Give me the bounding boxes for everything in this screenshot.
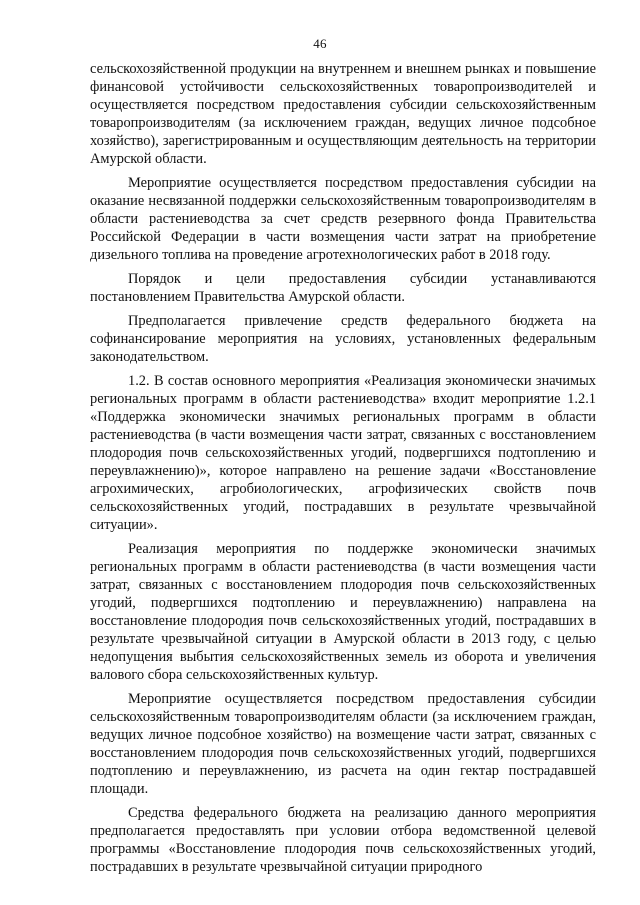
paragraph-federal-budget-condition: Средства федерального бюджета на реализацию данного мероприятия предполагается предоставлять при условии отбора ведомственной целевой программы «Восстановление плодородия почв сельскохозяйственных угодий, пострадавших в результате чрезвычайной ситуации природного [90,805,596,875]
paragraph-implementation: Реализация мероприятия по поддержке экономически значимых региональных программ в области растениеводства (в части возмещения части затрат, связанных с восстановлением плодородия почв сельскохозяйственных угодий, подвергшихся подтоплению и переувлажнению) направлена на восстановление плодородия почв сельскохозяйственных угодий, пострадавших в результате чрезвычайной ситуации в Амурской области в 2013 году, с целью недопущения выбытия сельскохозяйственных земель из оборота и увеличения валового сбора сельскохозяйственных культур. [90,541,596,683]
paragraph-section-1-2: 1.2. В состав основного мероприятия «Реализация экономически значимых региональных программ в области растениеводства» входит мероприятие 1.2.1 «Поддержка экономически значимых региональных программ в области растениеводства (в части возмещения части затрат, связанных с восстановлением плодородия почв сельскохозяйственных угодий, подвергшихся подтоплению и переувлажнению)», которое направлено на решение задачи «Восстановление агрохимических, агробиологических, агрофизических свойств почв сельскохозяйственных угодий, пострадавших в результате чрезвычайной ситуации». [90,373,596,533]
paragraph-measure-description: Мероприятие осуществляется посредством предоставления субсидии на оказание несвязанной поддержки сельскохозяйственным товаропроизводителям в области растениеводства за счет средств резервного фонда Правительства Российской Федерации в части возмещения части затрат на приобретение дизельного топлива на проведение агротехнологических работ в 2018 году. [90,175,596,263]
paragraph-subsidy-mechanism: Мероприятие осуществляется посредством предоставления субсидии сельскохозяйственным товаропроизводителям области (за исключением граждан, ведущих личное подсобное хозяйство) на возмещение части затрат, связанных с восстановлением плодородия почв сельскохозяйственных угодий, подвергшихся подтоплению и переувлажнению, из расчета на один гектар пострадавшей площади. [90,691,596,797]
paragraph-procedure: Порядок и цели предоставления субсидии устанавливаются постановлением Правительства Амурской области. [90,271,596,305]
paragraph-federal-funding: Предполагается привлечение средств федерального бюджета на софинансирование мероприятия на условиях, установленных федеральным законодательством. [90,313,596,365]
document-body [90,60,596,882]
paragraph-continuation: сельскохозяйственной продукции на внутреннем и внешнем рынках и повышение финансовой устойчивости сельскохозяйственных товаропроизводителей и осуществляется посредством предоставления субсидии сельскохозяйственным товаропроизводителям (за исключением граждан, ведущих личное подсобное хозяйство), зарегистрированным и осуществляющим деятельность на территории Амурской области. [90,61,596,167]
page-number: 46 [313,36,327,51]
